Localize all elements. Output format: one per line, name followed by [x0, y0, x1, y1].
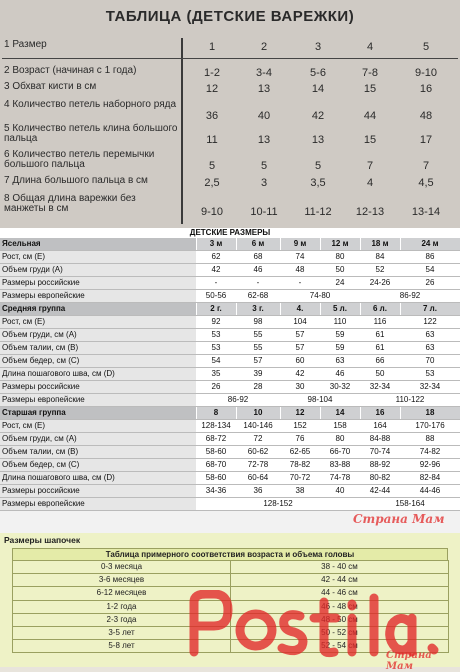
- kids-group-header: [0, 303, 460, 316]
- hat-row: [13, 574, 449, 587]
- kids-row-label: Объем бедер, см (C): [0, 355, 196, 368]
- hat-head-size: 38 - 40 см: [231, 561, 449, 574]
- kids-cell: 30: [280, 381, 320, 394]
- kids-cell: 52: [360, 264, 400, 277]
- mittens-cell: 15: [363, 134, 377, 146]
- kids-cell: 92-96: [400, 459, 460, 472]
- mittens-row: [0, 124, 460, 146]
- kids-cell: 128-134: [196, 420, 236, 433]
- mittens-cell: 7: [422, 160, 430, 172]
- hat-age: 2-3 года: [13, 613, 231, 626]
- kids-cell: 84: [360, 251, 400, 264]
- mittens-cell: 4: [366, 177, 374, 189]
- kids-row: [0, 420, 460, 433]
- kids-sizes-table: [0, 228, 460, 533]
- kids-cell: 158: [320, 420, 360, 433]
- kids-group-name: Старшая группа: [0, 407, 196, 420]
- kids-cell: 32-34: [400, 381, 460, 394]
- mittens-cell: 3: [314, 41, 322, 53]
- kids-euro-cell: 128-152: [196, 498, 360, 511]
- kids-cell: 84-88: [360, 433, 400, 446]
- kids-cell: 44-46: [400, 485, 460, 498]
- kids-cell: 68: [236, 251, 280, 264]
- kids-cell: 110: [320, 316, 360, 329]
- mittens-cell: 11-12: [304, 206, 332, 218]
- kids-row-label: Размеры российские: [0, 277, 196, 290]
- kids-cell: 24: [320, 277, 360, 290]
- kids-row-label: Объем талии, см (B): [0, 342, 196, 355]
- kids-size-header: 3 м: [196, 238, 236, 251]
- kids-cell: 58-60: [196, 446, 236, 459]
- hat-sizes-subtitle: Таблица примерного соответствия возраста и объема головы: [12, 548, 448, 560]
- mittens-cell: 13: [257, 134, 271, 146]
- kids-cell: 98: [236, 316, 280, 329]
- kids-cell: 59: [320, 329, 360, 342]
- kids-cell: 78-82: [280, 459, 320, 472]
- kids-row: [0, 368, 460, 381]
- kids-row: [0, 433, 460, 446]
- kids-cell: 50: [320, 264, 360, 277]
- kids-cell: 48: [280, 264, 320, 277]
- kids-cell: 59: [320, 342, 360, 355]
- mittens-row: [0, 82, 460, 96]
- kids-cell: 83-88: [320, 459, 360, 472]
- kids-cell: 58-60: [196, 472, 236, 485]
- kids-row: [0, 342, 460, 355]
- kids-cell: 63: [400, 342, 460, 355]
- kids-cell: 170-176: [400, 420, 460, 433]
- kids-cell: 74-82: [400, 446, 460, 459]
- kids-cell: 68-72: [196, 433, 236, 446]
- mittens-row: [0, 194, 460, 218]
- mittens-cell: 5: [208, 160, 216, 172]
- kids-cell: 80: [320, 251, 360, 264]
- kids-euro-row: [0, 394, 460, 407]
- mittens-cell: 42: [311, 110, 325, 122]
- kids-cell: 46: [236, 264, 280, 277]
- kids-cell: -: [280, 277, 320, 290]
- mittens-cell: 13: [257, 83, 271, 95]
- kids-cell: 152: [280, 420, 320, 433]
- kids-cell: -: [236, 277, 280, 290]
- kids-cell: 60: [280, 355, 320, 368]
- kids-cell: 88: [400, 433, 460, 446]
- kids-row: [0, 264, 460, 277]
- kids-cell: 70-72: [280, 472, 320, 485]
- kids-cell: 35: [196, 368, 236, 381]
- hat-age: 1-2 года: [13, 600, 231, 613]
- kids-euro-row: [0, 290, 460, 303]
- kids-cell: 104: [280, 316, 320, 329]
- kids-cell: 74-78: [320, 472, 360, 485]
- kids-cell: 66-70: [320, 446, 360, 459]
- mittens-cell: 7-8: [362, 67, 378, 79]
- mittens-row-label: 5 Количество петель клина большого пальца: [4, 123, 178, 144]
- kids-row-label: Рост, см (E): [0, 316, 196, 329]
- kids-size-header: 18: [400, 407, 460, 420]
- kids-cell: 60-62: [236, 446, 280, 459]
- kids-row-label: Объем груди, см (A): [0, 433, 196, 446]
- mittens-row-label: 2 Возраст (начиная с 1 года): [4, 65, 137, 76]
- kids-cell: 57: [280, 329, 320, 342]
- mittens-cell: 5: [314, 160, 322, 172]
- mittens-cell: 16: [419, 83, 433, 95]
- kids-cell: 42: [196, 264, 236, 277]
- mittens-header-rule: [2, 58, 458, 59]
- mittens-cell: 2: [260, 41, 268, 53]
- kids-cell: 80: [320, 433, 360, 446]
- kids-sizes-caption: ДЕТСКИЕ РАЗМЕРЫ: [0, 228, 460, 238]
- mittens-row-label: 6 Количество петель перемычки большого пальца: [4, 149, 155, 170]
- kids-cell: 61: [360, 342, 400, 355]
- kids-cell: 63: [400, 329, 460, 342]
- kids-cell: 42: [280, 368, 320, 381]
- kids-euro-cell: 50-56: [196, 290, 236, 303]
- kids-cell: 55: [236, 342, 280, 355]
- kids-size-header: 4.: [280, 303, 320, 316]
- kids-cell: 54: [196, 355, 236, 368]
- hat-head-size: 42 - 44 см: [231, 574, 449, 587]
- kids-size-header: 6 м: [236, 238, 280, 251]
- mittens-cell: 15: [363, 83, 377, 95]
- mittens-cell: 11: [206, 134, 218, 146]
- kids-group-header: [0, 238, 460, 251]
- kids-cell: 62: [196, 251, 236, 264]
- kids-cell: 164: [360, 420, 400, 433]
- hat-age: 3-6 месяцев: [13, 574, 231, 587]
- kids-cell: 68-70: [196, 459, 236, 472]
- kids-cell: 55: [236, 329, 280, 342]
- kids-row-label: Объем талии, см (B): [0, 446, 196, 459]
- kids-row-label: Размеры европейские: [0, 290, 196, 303]
- kids-cell: 60-64: [236, 472, 280, 485]
- kids-euro-cell: 62-68: [236, 290, 280, 303]
- mittens-row: [0, 40, 460, 54]
- hat-sizes-caption: Размеры шапочек: [4, 535, 81, 545]
- mittens-row: [0, 150, 460, 172]
- kids-size-header: 24 м: [400, 238, 460, 251]
- kids-euro-cell: 86-92: [196, 394, 280, 407]
- kids-cell: 70-74: [360, 446, 400, 459]
- mittens-row: [0, 100, 460, 122]
- kids-cell: 40: [320, 485, 360, 498]
- kids-row-label: Размеры европейские: [0, 498, 196, 511]
- kids-cell: 32-34: [360, 381, 400, 394]
- kids-size-header: 10: [236, 407, 280, 420]
- mittens-row-label: 3 Обхват кисти в см: [4, 81, 97, 92]
- kids-cell: 122: [400, 316, 460, 329]
- kids-cell: 50: [360, 368, 400, 381]
- hat-age: 0-3 месяца: [13, 561, 231, 574]
- kids-row: [0, 446, 460, 459]
- kids-cell: 88-92: [360, 459, 400, 472]
- kids-cell: 54: [400, 264, 460, 277]
- mittens-cell: 3-4: [256, 67, 272, 79]
- hat-age: 3-5 лет: [13, 626, 231, 639]
- kids-row: [0, 251, 460, 264]
- mittens-cell: 3,5: [310, 177, 326, 189]
- kids-cell: 140-146: [236, 420, 280, 433]
- stranamam-watermark-bottom: Страна Мам: [386, 650, 432, 672]
- kids-size-header: 6 л.: [360, 303, 400, 316]
- kids-cell: 53: [196, 342, 236, 355]
- mittens-cell: 48: [419, 110, 433, 122]
- kids-row: [0, 329, 460, 342]
- kids-cell: 72-78: [236, 459, 280, 472]
- kids-cell: 26: [196, 381, 236, 394]
- mittens-row: [0, 66, 460, 80]
- kids-row-label: Объем груди, см (A): [0, 329, 196, 342]
- kids-cell: 57: [236, 355, 280, 368]
- kids-cell: 28: [236, 381, 280, 394]
- mittens-row: [0, 176, 460, 190]
- kids-euro-cell: 110-122: [360, 394, 460, 407]
- kids-size-header: 12: [280, 407, 320, 420]
- kids-group-name: Ясельная: [0, 238, 196, 251]
- kids-size-header: 3 г.: [236, 303, 280, 316]
- postila-logo: [184, 590, 460, 660]
- kids-euro-cell: 86-92: [360, 290, 460, 303]
- mittens-row-label: 1 Размер: [4, 39, 47, 50]
- kids-cell: 61: [360, 329, 400, 342]
- hat-head-size: 48 - 50 см: [231, 613, 449, 626]
- hat-age: 5-8 лет: [13, 640, 231, 653]
- mittens-cell: 10-11: [250, 206, 278, 218]
- kids-size-header: 7 л.: [400, 303, 460, 316]
- mittens-cell: 1-2: [204, 67, 220, 79]
- mittens-cell: 12: [205, 83, 219, 95]
- kids-row: [0, 277, 460, 290]
- kids-cell: 116: [360, 316, 400, 329]
- kids-size-header: 8: [196, 407, 236, 420]
- mittens-cell: 9-10: [414, 67, 438, 79]
- kids-row: [0, 355, 460, 368]
- kids-cell: 36: [236, 485, 280, 498]
- kids-cell: 39: [236, 368, 280, 381]
- kids-row-label: Рост, см (E): [0, 251, 196, 264]
- mittens-cell: 5: [422, 41, 430, 53]
- kids-cell: 26: [400, 277, 460, 290]
- kids-size-header: 5 л.: [320, 303, 360, 316]
- kids-cell: 57: [280, 342, 320, 355]
- mittens-cell: 17: [419, 134, 433, 146]
- hat-head-size: 44 - 46 см: [231, 587, 449, 600]
- hat-row: [13, 561, 449, 574]
- kids-row-label: Длина пошагового шва, см (D): [0, 368, 196, 381]
- mittens-cell: 4,5: [418, 177, 434, 189]
- mittens-row-label: 8 Общая длина варежки без манжеты в см: [4, 193, 136, 214]
- kids-row-label: Рост, см (E): [0, 420, 196, 433]
- kids-row-label: Объем бедер, см (C): [0, 459, 196, 472]
- kids-cell: 74: [280, 251, 320, 264]
- hat-head-size: 52 - 54 см: [231, 640, 449, 653]
- kids-row: [0, 472, 460, 485]
- kids-cell: 66: [360, 355, 400, 368]
- kids-euro-row: [0, 498, 460, 511]
- mittens-title: ТАБЛИЦА (ДЕТСКИЕ ВАРЕЖКИ): [105, 8, 355, 25]
- kids-cell: -: [196, 277, 236, 290]
- kids-group-name: Средняя группа: [0, 303, 196, 316]
- kids-row: [0, 485, 460, 498]
- kids-row-label: Размеры российские: [0, 485, 196, 498]
- mittens-cell: 13-14: [411, 206, 441, 218]
- kids-row-label: Объем груди (A): [0, 264, 196, 277]
- kids-size-header: 18 м: [360, 238, 400, 251]
- kids-cell: 24-26: [360, 277, 400, 290]
- kids-size-header: 16: [360, 407, 400, 420]
- kids-euro-cell: 74-80: [280, 290, 360, 303]
- kids-euro-cell: 158-164: [360, 498, 460, 511]
- kids-cell: 53: [400, 368, 460, 381]
- mittens-cell: 1: [208, 41, 216, 53]
- kids-cell: 72: [236, 433, 280, 446]
- kids-cell: 92: [196, 316, 236, 329]
- kids-cell: 80-82: [360, 472, 400, 485]
- mittens-row-label: 7 Длина большого пальца в см: [4, 175, 148, 186]
- kids-cell: 46: [320, 368, 360, 381]
- kids-cell: 38: [280, 485, 320, 498]
- kids-cell: 63: [320, 355, 360, 368]
- mittens-cell: 5: [260, 160, 268, 172]
- mittens-cell: 14: [311, 83, 325, 95]
- kids-row: [0, 381, 460, 394]
- mittens-cell: 5-6: [310, 67, 326, 79]
- mittens-table: [0, 0, 460, 228]
- kids-cell: 86: [400, 251, 460, 264]
- mittens-cell: 7: [366, 160, 374, 172]
- kids-group-header: [0, 407, 460, 420]
- stranamam-watermark: Страна Мам: [353, 512, 445, 526]
- mittens-cell: 9-10: [200, 206, 224, 218]
- mittens-cell: 13: [311, 134, 325, 146]
- kids-cell: 53: [196, 329, 236, 342]
- kids-cell: 34-36: [196, 485, 236, 498]
- kids-size-header: 14: [320, 407, 360, 420]
- hat-head-size: 50 - 52 см: [231, 626, 449, 639]
- hat-head-size: 46 - 48 см: [231, 600, 449, 613]
- kids-row-label: Размеры российские: [0, 381, 196, 394]
- kids-cell: 30-32: [320, 381, 360, 394]
- hat-age: 6-12 месяцев: [13, 587, 231, 600]
- mittens-cell: 3: [260, 177, 268, 189]
- mittens-row-label: 4 Количество петель наборного ряда: [4, 99, 177, 110]
- mittens-cell: 2,5: [204, 177, 220, 189]
- kids-cell: 62-65: [280, 446, 320, 459]
- kids-euro-cell: 98-104: [280, 394, 360, 407]
- kids-row-label: Длина пошагового шва, см (D): [0, 472, 196, 485]
- kids-cell: 82-84: [400, 472, 460, 485]
- mittens-cell: 12-13: [355, 206, 385, 218]
- kids-cell: 70: [400, 355, 460, 368]
- kids-sizes-body: [0, 238, 460, 511]
- kids-row: [0, 459, 460, 472]
- mittens-cell: 4: [366, 41, 374, 53]
- kids-cell: 76: [280, 433, 320, 446]
- kids-size-header: 2 г.: [196, 303, 236, 316]
- kids-size-header: 9 м: [280, 238, 320, 251]
- kids-size-header: 12 м: [320, 238, 360, 251]
- kids-cell: 42-44: [360, 485, 400, 498]
- mittens-cell: 36: [205, 110, 219, 122]
- kids-row: [0, 316, 460, 329]
- mittens-cell: 40: [257, 110, 271, 122]
- mittens-cell: 44: [363, 110, 377, 122]
- kids-row-label: Размеры европейские: [0, 394, 196, 407]
